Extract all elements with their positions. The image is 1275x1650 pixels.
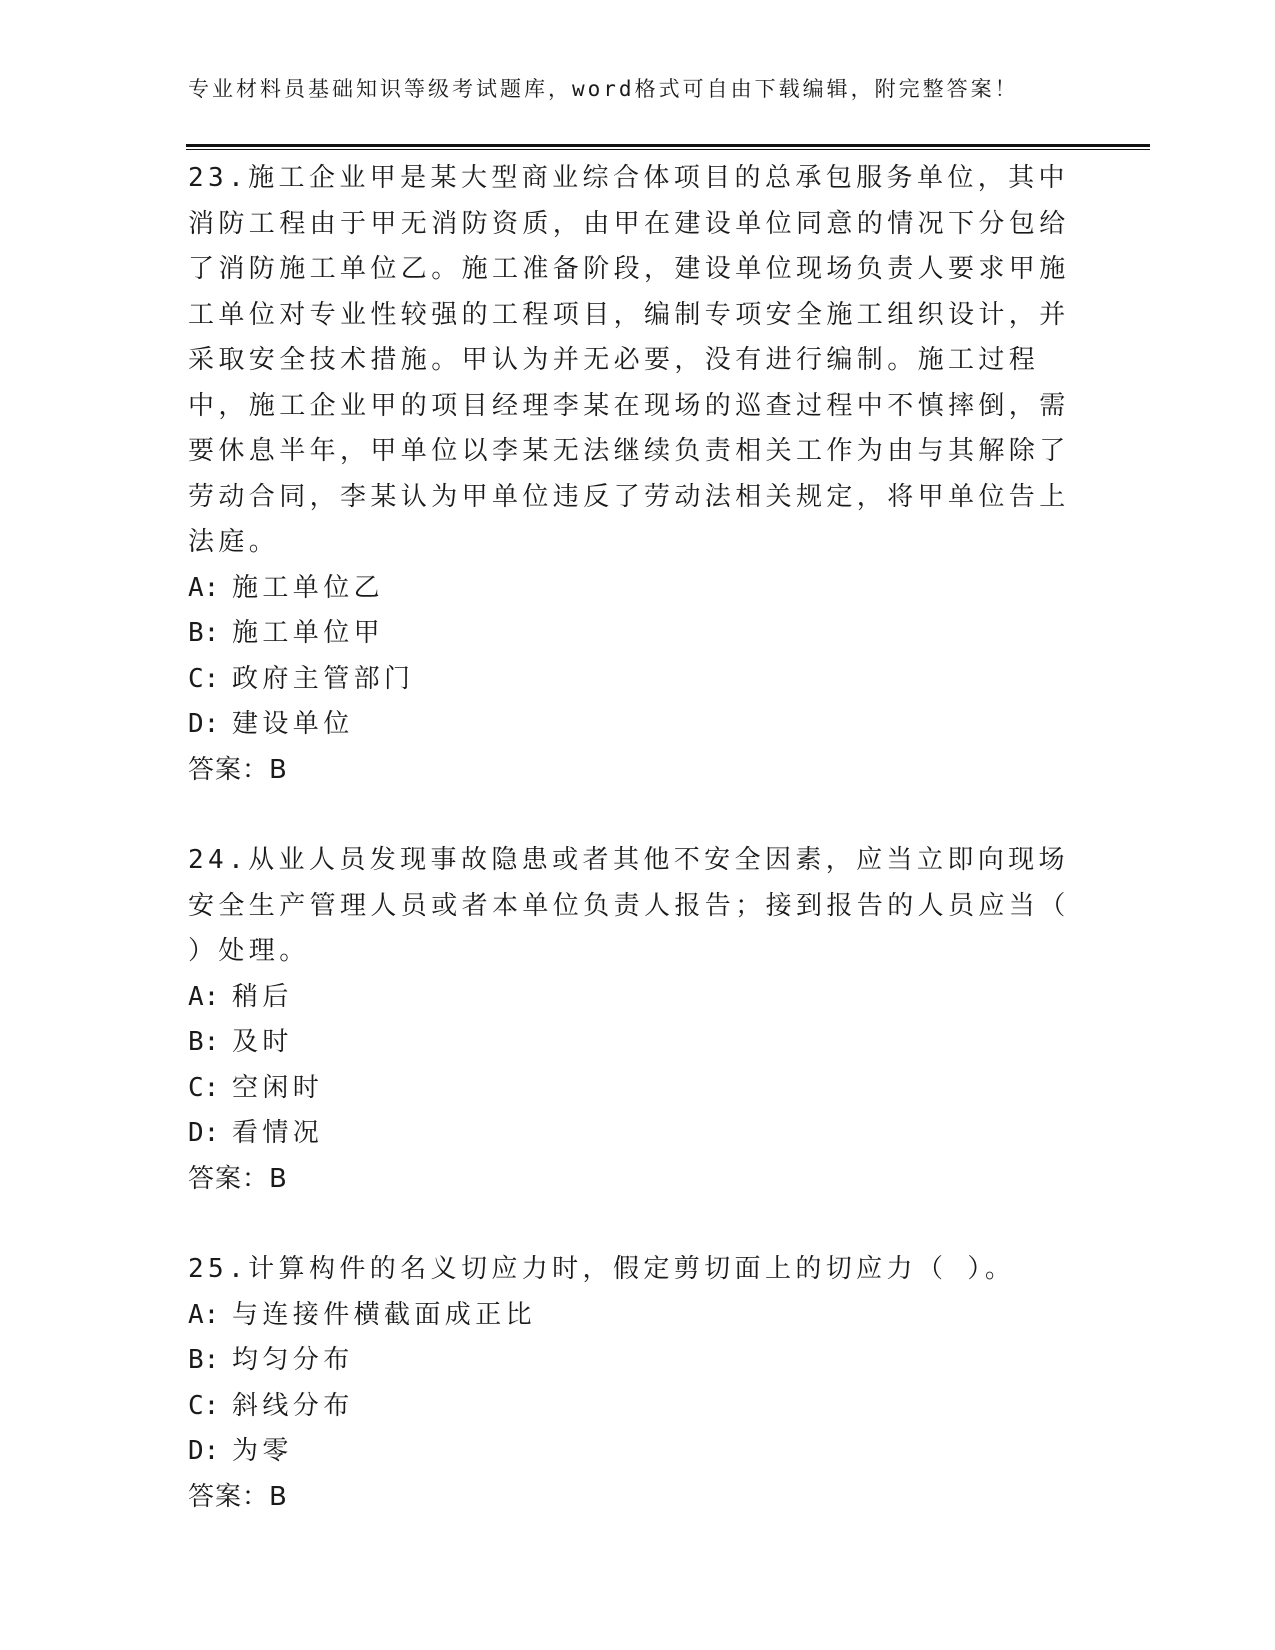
option-text: 政府主管部门 <box>232 663 415 694</box>
question-25 <box>188 1247 1078 1520</box>
option-text: 及时 <box>232 1027 293 1057</box>
page-header: 专业材料员基础知识等级考试题库，word格式可自由下载编辑，附完整答案！ <box>188 77 1019 101</box>
question-spacer <box>188 1202 1078 1247</box>
option-a <box>188 566 1078 612</box>
option-text: 与连接件横截面成正比 <box>232 1299 537 1330</box>
option-text: 看情况 <box>232 1118 324 1148</box>
question-list <box>188 156 1078 1520</box>
option-b <box>188 611 1078 657</box>
answer-line: 答案：B <box>188 1163 288 1194</box>
answer-line: 答案：B <box>188 1481 288 1512</box>
option-letter: A: <box>188 572 220 603</box>
option-b <box>188 1338 1078 1384</box>
option-letter: C: <box>188 663 220 694</box>
header-rule-thick <box>186 144 1150 147</box>
option-a <box>188 1293 1078 1339</box>
option-a <box>188 975 1078 1021</box>
option-letter: C: <box>188 1072 220 1103</box>
answer-line: 答案：B <box>188 754 288 785</box>
option-d <box>188 1111 1078 1157</box>
option-text: 建设单位 <box>232 709 354 739</box>
option-letter: A: <box>188 981 220 1012</box>
question-stem: 24.从业人员发现事故隐患或者其他不安全因素，应当立即向现场安全生产管理人员或者本单位负责人报告；接到报告的人员应当（ ）处理。 <box>188 845 1070 966</box>
option-c <box>188 1384 1078 1430</box>
question-23 <box>188 156 1078 793</box>
option-letter: B: <box>188 1027 220 1057</box>
question-stem: 23.施工企业甲是某大型商业综合体项目的总承包服务单位，其中消防工程由于甲无消防资质，由甲在建设单位同意的情况下分包给了消防施工单位乙。施工准备阶段，建设单位现场负责人要求甲施工单位对专业性较强的工程项目，编制专项安全施工组织设计，并采取安全技术措施。甲认为并无必要，没有进行编制。施工过程中，施工企业甲的项目经理李某在现场的巡查过程中不慎摔倒，需要休息半年，甲单位以李某无法继续负责相关工作为由与其解除了劳动合同，李某认为甲单位违反了劳动法相关规定，将甲单位告上法庭。 <box>188 163 1070 557</box>
option-letter: B: <box>188 1345 220 1375</box>
option-text: 施工单位甲 <box>232 618 385 648</box>
option-letter: A: <box>188 1299 220 1330</box>
option-text: 施工单位乙 <box>232 572 385 603</box>
option-text: 空闲时 <box>232 1072 324 1103</box>
header-rule-thin <box>186 149 1150 150</box>
option-b <box>188 1020 1078 1066</box>
option-letter: D: <box>188 709 220 739</box>
option-d <box>188 1429 1078 1475</box>
option-letter: D: <box>188 1118 220 1148</box>
option-text: 均匀分布 <box>232 1345 354 1375</box>
option-letter: B: <box>188 618 220 648</box>
option-d <box>188 702 1078 748</box>
option-c <box>188 657 1078 703</box>
option-text: 斜线分布 <box>232 1390 354 1421</box>
option-c <box>188 1066 1078 1112</box>
option-text: 稍后 <box>232 981 293 1012</box>
option-letter: D: <box>188 1436 220 1466</box>
question-spacer <box>188 793 1078 838</box>
question-stem: 25.计算构件的名义切应力时，假定剪切面上的切应力（ ）。 <box>188 1254 1016 1284</box>
option-letter: C: <box>188 1390 220 1421</box>
option-text: 为零 <box>232 1436 293 1466</box>
question-24 <box>188 838 1078 1202</box>
